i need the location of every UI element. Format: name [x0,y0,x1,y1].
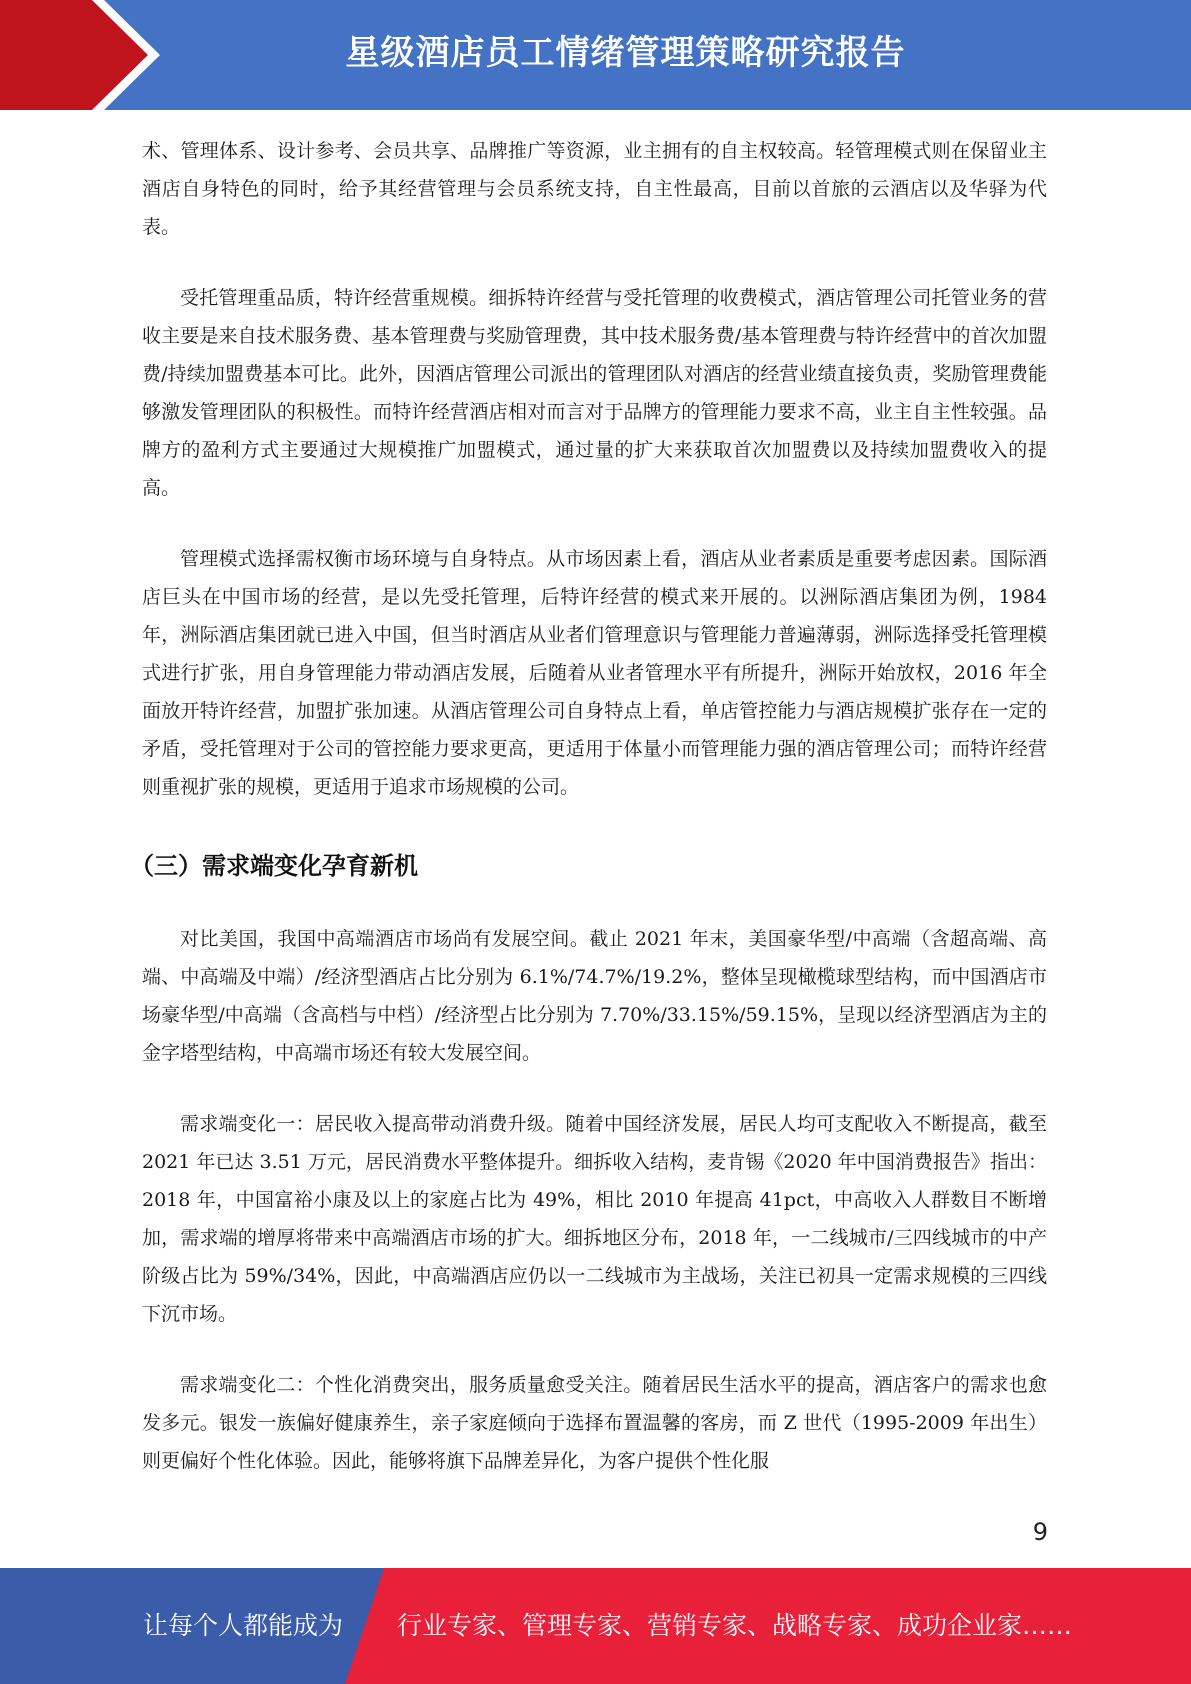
paragraph-management-vs-franchise: 受托管理重品质，特许经营重规模。细拆特许经营与受托管理的收费模式，酒店管理公司托管业务的营收主要是来自技术服务费、基本管理费与奖励管理费，其中技术服务费/基本管理费与特许经营中的首次加盟费/持续加盟费基本可比。此外，因酒店管理公司派出的管理团队对酒店的经营业绩直接负责，奖励管理费能够激发管理团队的积极性。而特许经营酒店相对而言对于品牌方的管理能力要求不高，业主自主性较强。品牌方的盈利方式主要通过大规模推广加盟模式，通过量的扩大来获取首次加盟费以及持续加盟费收入的提高。 [142,287,1047,499]
paragraph-management-mode-choice: 管理模式选择需权衡市场环境与自身特点。从市场因素上看，酒店从业者素质是重要考虑因素。国际酒店巨头在中国市场的经营，是以先受托管理，后特许经营的模式来开展的。以洲际酒店集团为例，1984 年，洲际酒店集团就已进入中国，但当时酒店从业者们管理意识与管理能力普遍薄弱，洲际选择受托管理模式进行扩张，用自身管理能力带动酒店发展，后随着从业者管理水平有所提升，洲际开始放权，2016 年全面放开特许经营，加盟扩张加速。从酒店管理公司自身特点上看，单店管控能力与酒店规模扩张存在一定的矛盾，受托管理对于公司的管控能力要求更高，更适用于体量小而管理能力强的酒店管理公司；而特许经营则重视扩张的规模，更适用于追求市场规模的公司。 [142,548,1047,798]
paragraph-demand-change-two: 需求端变化二：个性化消费突出，服务质量愈受关注。随着居民生活水平的提高，酒店客户的需求也愈发多元。银发一族偏好健康养生，亲子家庭倾向于选择布置温馨的客房，而 Z 世代（1995-2009 年出生）则更偏好个性化体验。因此，能够将旗下品牌差异化，为客户提供个性化服 [142,1374,1047,1472]
report-body [130,132,1047,1513]
page-header [0,0,1191,110]
footer-slogan-left: 让每个人都能成为 [143,1611,344,1640]
paragraph-us-comparison: 对比美国，我国中高端酒店市场尚有发展空间。截止 2021 年末，美国豪华型/中高端（含超高端、高端、中高端及中端）/经济型酒店占比分别为 6.1%/74.7%/19.2%，整体呈现橄榄球型结构，而中国酒店市场豪华型/中高端（含高档与中档）/经济型占比分别为 7.70%/33.15%/59.15%，呈现以经济型酒店为主的金字塔型结构，中高端市场还有较大发展空间。 [142,928,1047,1064]
footer-slogan-right: 行业专家、管理专家、营销专家、战略专家、成功企业家…… [397,1611,1073,1640]
paragraph-continuation: 术、管理体系、设计参考、会员共享、品牌推广等资源，业主拥有的自主权较高。轻管理模式则在保留业主酒店自身特色的同时，给予其经营管理与会员系统支持，自主性最高，目前以首旅的云酒店以及华驿为代表。 [142,140,1047,238]
page-number: 9 [1032,1518,1048,1546]
paragraph-demand-change-one: 需求端变化一：居民收入提高带动消费升级。随着中国经济发展，居民人均可支配收入不断提高，截至 2021 年已达 3.51 万元，居民消费水平整体提升。细拆收入结构，麦肯锡《2020 年中国消费报告》指出：2018 年，中国富裕小康及以上的家庭占比为 49%，相比 2010 年提高 41pct，中高收入人群数目不断增加，需求端的增厚将带来中高端酒店市场的扩大。细拆地区分布，2018 年，一二线城市/三四线城市的中产阶级占比为 59%/34%，因此，中高端酒店应仍以一二线城市为主战场，关注已初具一定需求规模的三四线下沉市场。 [142,1113,1047,1325]
section-heading: （三）需求端变化孕育新机 [130,852,418,880]
page-footer [0,1568,1191,1684]
report-title: 星级酒店员工情绪管理策略研究报告 [345,33,906,73]
